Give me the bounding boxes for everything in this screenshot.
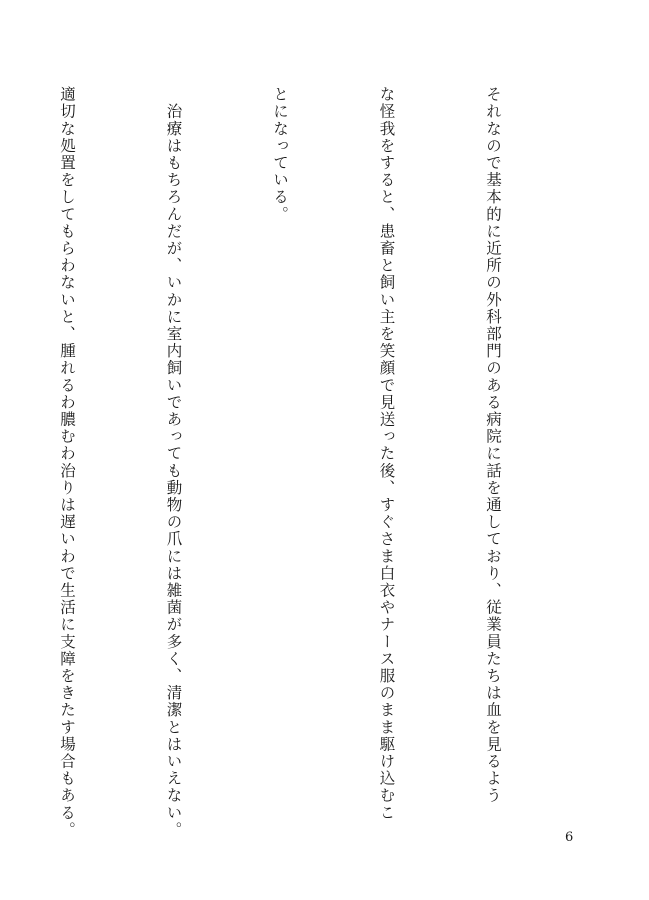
- text-line: な怪我をすると、患畜と飼い主を笑顔で見送った後、すぐさま白衣やナース服のまま駆け込むこ: [377, 86, 396, 822]
- text-line: 適切な処置をしてもらわないと、腫れるわ膿むわ治りは遅いわで生活に支障をきたす場合もある。: [58, 86, 76, 839]
- text-line: それなので基本的に近所の外科部門のある病院に話を通しており、従業員たちは血を見るよう: [484, 86, 502, 805]
- body-text: [58, 86, 581, 839]
- text-line: 治療はもちろんだが、いかに室内飼いであっても動物の爪には雑菌が多く、清潔とはいえない。: [164, 86, 183, 839]
- page-number: 6: [565, 830, 574, 845]
- text-line: とになっている。: [271, 86, 289, 223]
